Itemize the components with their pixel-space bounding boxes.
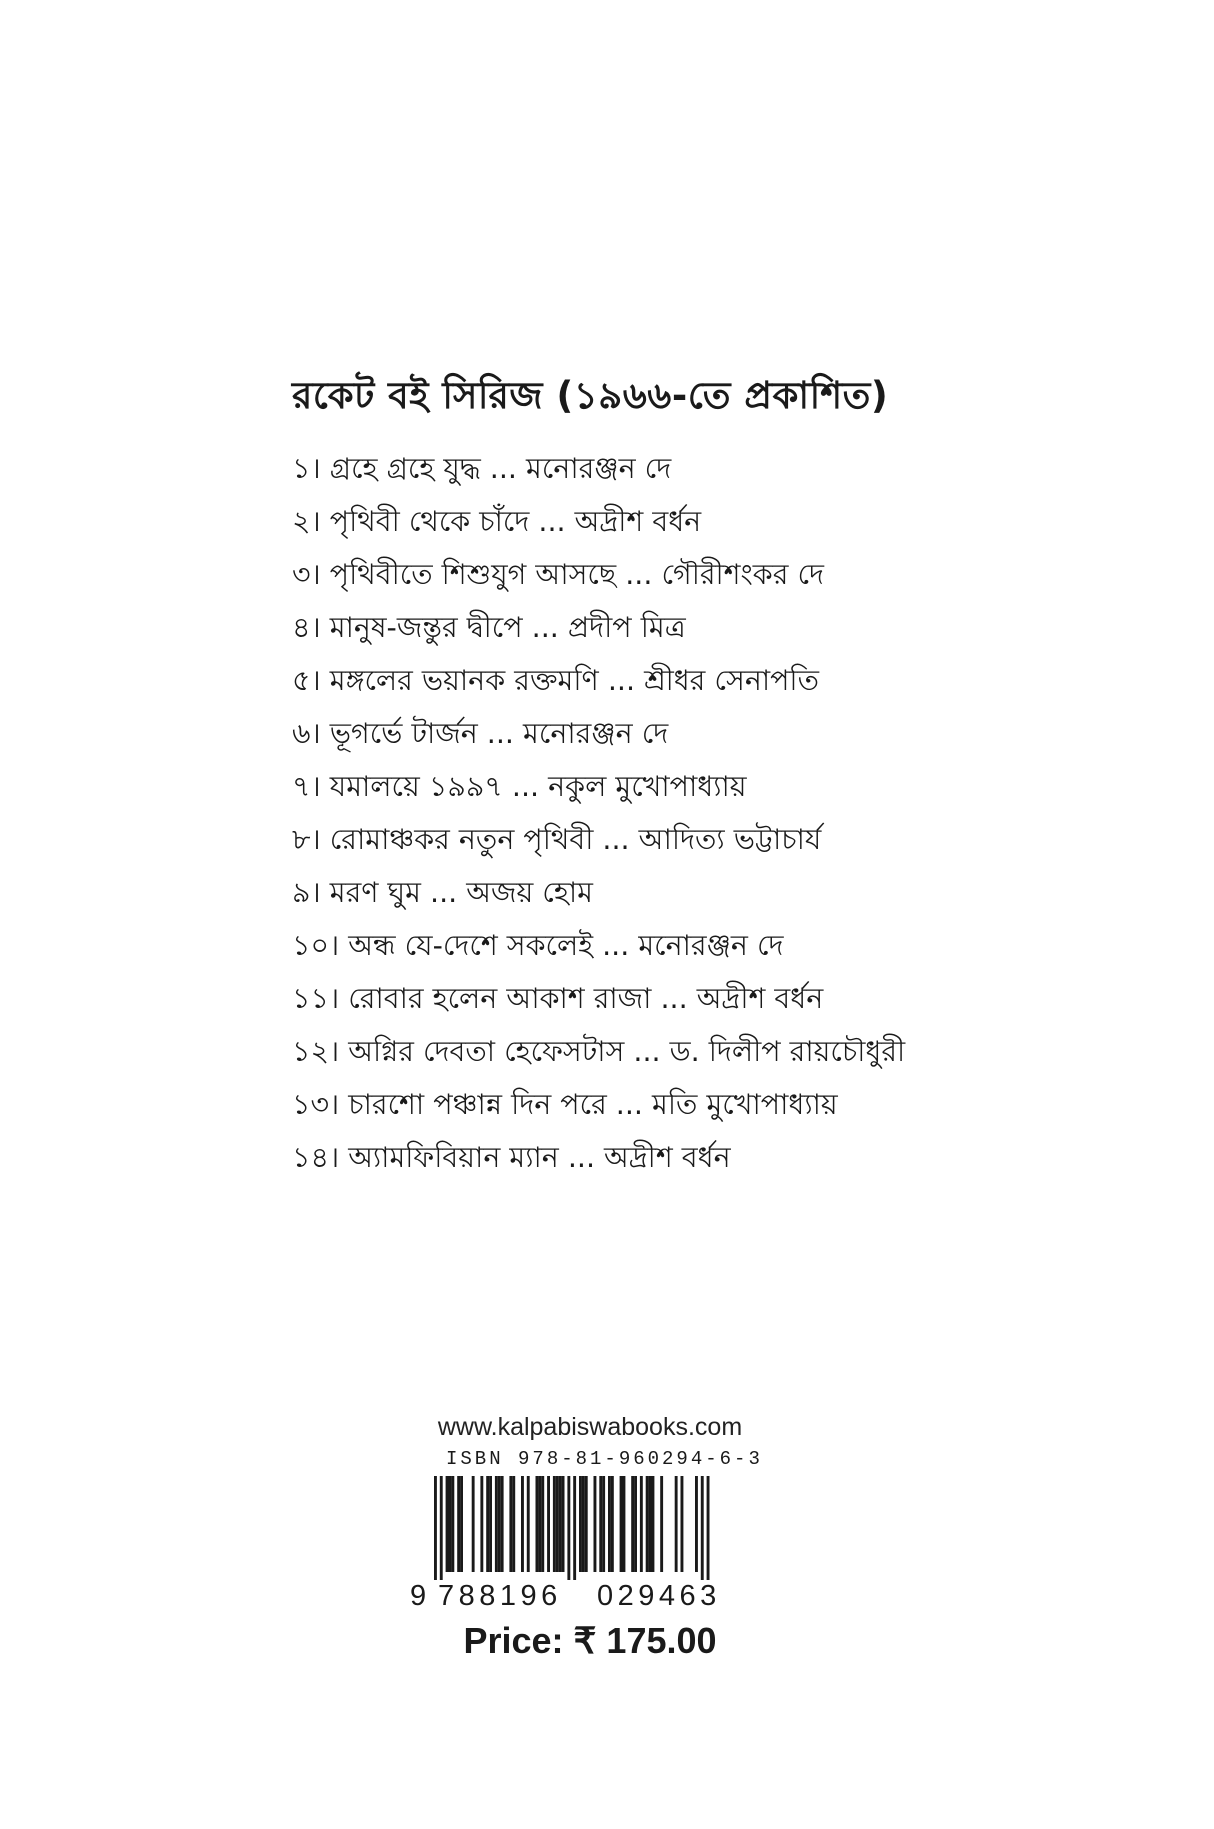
barcode-bar — [585, 1476, 588, 1572]
barcode-bar — [457, 1476, 460, 1572]
barcode-bar — [495, 1476, 498, 1572]
barcode-bars — [410, 1476, 770, 1580]
barcode-bar — [562, 1476, 565, 1572]
barcode-bar — [460, 1476, 463, 1572]
barcode-bar — [556, 1476, 559, 1572]
series-title: রকেট বই সিরিজ (১৯৬৬-তে প্রকাশিত) — [292, 374, 889, 417]
book-item-14: ১৪। অ্যামফিবিয়ান ম্যান ... অদ্রীশ বর্ধন — [292, 1141, 731, 1174]
barcode-bar — [599, 1476, 602, 1572]
barcode-bar — [579, 1476, 582, 1572]
barcode-bar — [559, 1476, 562, 1572]
barcode-bar — [634, 1476, 637, 1572]
barcode-bar — [486, 1476, 489, 1572]
barcode-bar — [611, 1476, 614, 1572]
barcode-bar — [553, 1476, 556, 1572]
barcode-bar — [573, 1476, 576, 1580]
isbn-barcode — [410, 1448, 770, 1612]
barcode-bar — [472, 1476, 475, 1572]
book-item-13: ১৩। চারশো পঞ্চান্ন দিন পরে ... মতি মুখোপাধ্যায় — [292, 1088, 838, 1121]
book-item-8: ৮। রোমাঞ্চকর নতুন পৃথিবী ... আদিত্য ভট্টাচার্য — [292, 823, 822, 856]
barcode-bar — [498, 1476, 501, 1572]
barcode-bar — [509, 1476, 512, 1572]
barcode-bar — [707, 1476, 710, 1580]
book-item-12: ১২। অগ্নির দেবতা হেফেসটাস ... ড. দিলীপ রায়চৌধুরী — [292, 1035, 906, 1068]
barcode-bar — [675, 1476, 678, 1572]
barcode-bar — [521, 1476, 524, 1572]
barcode-bar — [594, 1476, 597, 1572]
barcode-bar — [631, 1476, 634, 1572]
book-item-7: ৭। যমালয়ে ১৯৯৭ ... নকুল মুখোপাধ্যায় — [292, 770, 747, 803]
barcode-bar — [660, 1476, 663, 1572]
book-item-2: ২। পৃথিবী থেকে চাঁদে ... অদ্রীশ বর্ধন — [292, 505, 702, 538]
barcode-bar — [501, 1476, 504, 1572]
barcode-bar — [582, 1476, 585, 1572]
barcode-bar — [646, 1476, 649, 1572]
barcode-bar — [695, 1476, 698, 1572]
barcode-bar — [446, 1476, 449, 1572]
book-item-1: ১। গ্রহে গ্রহে যুদ্ধ ... মনোরঞ্জন দে — [292, 452, 672, 485]
barcode-bar — [440, 1476, 443, 1580]
barcode-digit-lead: 9 — [410, 1580, 427, 1612]
book-item-6: ৬। ভূগর্ভে টার্জন ... মনোরঞ্জন দে — [292, 717, 669, 750]
barcode-bar — [434, 1476, 437, 1580]
barcode-bar — [640, 1476, 643, 1572]
barcode-bar — [623, 1476, 626, 1572]
barcode-digit-group-left: 788196 — [438, 1580, 562, 1612]
barcode-bar — [701, 1476, 704, 1580]
barcode-bar — [451, 1476, 454, 1572]
book-item-3: ৩। পৃথিবীতে শিশুযুগ আসছে ... গৌরীশংকর দে — [292, 558, 825, 591]
barcode-bar — [608, 1476, 611, 1572]
barcode-bar — [541, 1476, 544, 1572]
barcode-bar — [649, 1476, 652, 1572]
price: Price: ₹ 175.00 — [463, 1620, 717, 1661]
book-item-4: ৪। মানুষ-জন্তুর দ্বীপে ... প্রদীপ মিত্র — [292, 611, 686, 644]
barcode-bar — [652, 1476, 655, 1572]
isbn-label: ISBN 978-81-960294-6-3 — [446, 1448, 763, 1470]
barcode-bar — [512, 1476, 515, 1572]
book-item-9: ৯। মরণ ঘুম ... অজয় হোম — [292, 876, 593, 909]
barcode-bar — [602, 1476, 605, 1572]
barcode-bar — [489, 1476, 492, 1572]
barcode-bar — [538, 1476, 541, 1572]
book-series-block — [292, 368, 992, 1184]
barcode-bar — [449, 1476, 452, 1572]
barcode-bar — [681, 1476, 684, 1572]
barcode-bar — [567, 1476, 570, 1580]
barcode-bar — [547, 1476, 550, 1572]
book-list — [292, 442, 992, 1184]
book-item-10: ১০। অন্ধ যে-দেশে সকলেই ... মনোরঞ্জন দে — [292, 929, 784, 962]
barcode-digit-group-right: 029463 — [597, 1580, 721, 1612]
barcode-bar — [536, 1476, 539, 1572]
publisher-url: www.kalpabiswabooks.com — [437, 1413, 743, 1441]
book-item-5: ৫। মঙ্গলের ভয়ানক রক্তমণি ... শ্রীধর সেনাপতি — [292, 664, 819, 697]
barcode-bar — [527, 1476, 530, 1572]
barcode-bar — [620, 1476, 623, 1572]
barcode-bar — [480, 1476, 483, 1572]
book-item-11: ১১। রোবার হলেন আকাশ রাজা ... অদ্রীশ বর্ধন — [292, 982, 824, 1015]
